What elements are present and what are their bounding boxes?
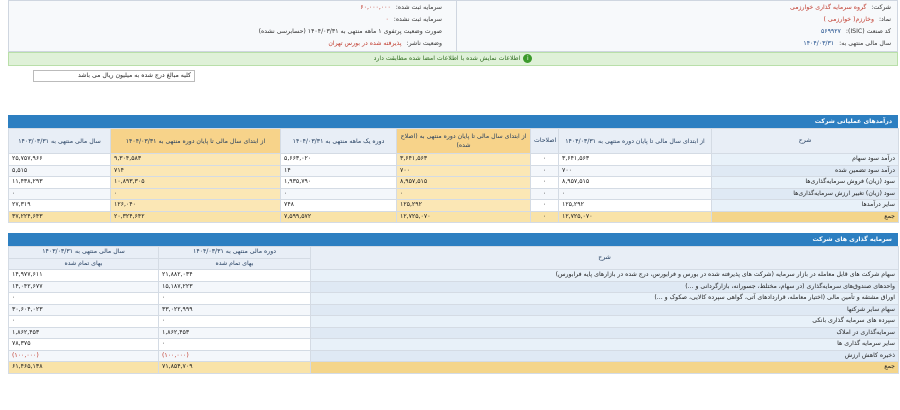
portfolio-label: صورت وضعیت پرتفوی ۱ ماهه منتهی به ۱۴۰۴/۰۳/۳۱ (حسابرسی نشده) (258, 28, 442, 35)
fiscal-row (803, 38, 891, 50)
description-cell: درآمد سود سهام (712, 154, 899, 166)
ytd-current-cell: ۹,۳۰۴,۵۸۳ (111, 154, 281, 166)
ytd-prev-cell: ۳,۶۴۱,۵۶۳ (559, 154, 712, 166)
col-one-month: دوره یک ماهه منتهی به ۱۴۰۴/۰۳/۳۱ (281, 129, 397, 154)
year-cost-cell: (۱۰۰,۰۰۰) (9, 350, 159, 362)
ytd-restated-cell: ۱۲۵,۲۹۲ (397, 200, 531, 212)
investment-row (9, 339, 899, 351)
description-cell: سهام شرکت های قابل معامله در بازار سرمایه (شرکت های پذیرفته شده در بورس و فرابورس، درج شده در بازارهای پایه فرابورس) (311, 270, 899, 282)
one-month-cell: ۱,۹۳۵,۷۹۰ (281, 177, 397, 189)
ytd-restated-cell: ۳,۶۴۱,۵۶۳ (397, 154, 531, 166)
company-value: گروه سرمایه گذاری خوارزمی (790, 4, 867, 11)
investment-row (9, 327, 899, 339)
unreg-capital-value: ۰ (385, 16, 389, 23)
one-month-cell: ۷۴۸ (281, 200, 397, 212)
operating-revenue-section (8, 115, 898, 223)
description-cell: سایر سرمایه گذاری ها (311, 339, 899, 351)
year-cost-cell: ۱,۸۶۲,۴۵۳ (9, 327, 159, 339)
description-cell: سپرده های سرمایه گذاری بانکی (311, 316, 899, 328)
reg-capital-row (360, 2, 442, 14)
description-cell: سهام سایر شرکتها (311, 304, 899, 316)
one-month-cell: ۰ (281, 188, 397, 200)
ops-row (9, 154, 899, 166)
period-cost-cell: (۱۰۰,۰۰۰) (159, 350, 311, 362)
investments-table (8, 246, 899, 374)
period-cost-cell: ۰ (159, 316, 311, 328)
publisher-label: وضعیت ناشر: (406, 40, 442, 47)
col-year-prev: سال مالی منتهی به ۱۴۰۳/۰۳/۳۱ (9, 129, 111, 154)
period-cost-cell: ۱,۸۶۲,۴۵۳ (159, 327, 311, 339)
period-cost-cell: ۲۱,۸۸۲,۰۳۴ (159, 270, 311, 282)
info-separator (456, 1, 457, 53)
description-cell: سود (زیان) فروش سرمایه‌گذاری‌ها (712, 177, 899, 189)
fiscal-label: سال مالی منتهی به: (839, 40, 891, 47)
col-inv-period-cost: بهای تمام شده (159, 258, 311, 270)
col-ytd-prev: از ابتدای سال مالی تا پایان دوره منتهی به ۱۴۰۴/۰۳/۳۱ (559, 129, 712, 154)
investment-row (9, 293, 899, 305)
description-cell: درآمد سود تضمین شده (712, 165, 899, 177)
description-cell: سایر درآمدها (712, 200, 899, 212)
year-cost-cell: ۰ (9, 316, 159, 328)
symbol-label: نماد: (878, 16, 891, 23)
ytd-prev-cell: ۱۲,۷۲۵,۰۷۰ (559, 211, 712, 223)
investment-row (9, 316, 899, 328)
year-cost-cell: ۶۱,۴۶۵,۱۳۸ (9, 362, 159, 374)
ytd-current-cell: ۷۱۴ (111, 165, 281, 177)
year-prev-cell: ۲۷,۳۱۹ (9, 200, 111, 212)
company-label: شرکت: (871, 4, 891, 11)
col-inv-year-cost: بهای تمام شده (9, 258, 159, 270)
year-cost-cell: ۰ (9, 293, 159, 305)
operating-revenue-table (8, 128, 899, 223)
ytd-current-cell: ۲۰,۳۲۴,۶۴۲ (111, 211, 281, 223)
description-cell: سرمایه‌گذاری در املاک (311, 327, 899, 339)
adjustment-cell: ۰ (531, 211, 559, 223)
ops-row (9, 188, 899, 200)
period-cost-cell: ۱۵,۱۸۷,۲۲۳ (159, 281, 311, 293)
col-ytd-current: از ابتدای سال مالی تا پایان دوره منتهی به ۱۴۰۴/۰۳/۳۱ (111, 129, 281, 154)
investment-row (9, 304, 899, 316)
description-cell: ذخیره کاهش ارزش (311, 350, 899, 362)
ytd-prev-cell: ۸,۹۵۷,۵۱۵ (559, 177, 712, 189)
period-cost-cell: ۰ (159, 339, 311, 351)
year-cost-cell: ۱۴,۹۷۷,۶۱۱ (9, 270, 159, 282)
ops-row (9, 211, 899, 223)
col-inv-year: سال مالی منتهی به ۱۴۰۳/۰۳/۳۱ (9, 247, 159, 259)
notice-text: اطلاعات نمایش شده با اطلاعات امضا شده مطابقت دارد (373, 55, 521, 62)
year-prev-cell: ۰ (9, 188, 111, 200)
fiscal-value: ۱۴۰۴/۰۳/۳۱ (803, 40, 835, 47)
description-cell: جمع (712, 211, 899, 223)
ytd-current-cell: ۱۰,۸۹۳,۳۰۵ (111, 177, 281, 189)
unreg-capital-label: سرمایه ثبت نشده: (393, 16, 442, 23)
ops-row (9, 177, 899, 189)
investment-row (9, 350, 899, 362)
reg-capital-value: ۶۰,۰۰۰,۰۰۰ (360, 4, 391, 11)
one-month-cell: ۵,۶۶۳,۰۲۰ (281, 154, 397, 166)
description-cell: اوراق مشتقه و تأمین مالی (اختیار معامله، قراردادهای آتی، گواهی سپرده کالایی، صکوک و ...) (311, 293, 899, 305)
ytd-prev-cell: ۰ (559, 188, 712, 200)
year-prev-cell: ۳۷,۲۲۴,۶۴۳ (9, 211, 111, 223)
ytd-prev-cell: ۷۰۰ (559, 165, 712, 177)
adjustment-cell: ۰ (531, 188, 559, 200)
company-info-panel (8, 0, 898, 52)
info-icon: i (523, 54, 532, 63)
investment-row (9, 362, 899, 374)
publisher-value: پذیرفته شده در بورس تهران (328, 40, 402, 47)
col-description: شرح (712, 129, 899, 154)
period-cost-cell: ۳۳,۰۲۲,۹۹۹ (159, 304, 311, 316)
ytd-current-cell: ۰ (111, 188, 281, 200)
signature-match-notice (8, 52, 898, 66)
col-adjustments: اصلاحات (531, 129, 559, 154)
investments-title: سرمایه گذاری های شرکت (8, 233, 898, 246)
isic-value: ۵۶۹۹۲۷ (820, 28, 841, 35)
reg-capital-label: سرمایه ثبت شده: (395, 4, 442, 11)
adjustment-cell: ۰ (531, 177, 559, 189)
isic-label: کد صنعت (ISIC): (845, 28, 891, 35)
year-prev-cell: ۲۵,۷۵۷,۹۶۶ (9, 154, 111, 166)
symbol-value: وخارزم( خوارزمی ) (823, 16, 874, 23)
unit-note-box: کلیه مبالغ درج شده به میلیون ریال می باشد (33, 70, 195, 82)
ytd-prev-cell: ۱۲۵,۲۹۲ (559, 200, 712, 212)
investments-section (8, 233, 898, 374)
ytd-restated-cell: ۷۰۰ (397, 165, 531, 177)
symbol-row (824, 14, 891, 26)
adjustment-cell: ۰ (531, 154, 559, 166)
publisher-row (328, 38, 442, 50)
ops-row (9, 165, 899, 177)
operating-revenue-title: درآمدهای عملیاتی شرکت (8, 115, 898, 128)
one-month-cell: ۷,۵۹۹,۵۷۲ (281, 211, 397, 223)
col-ytd-restated: از ابتدای سال مالی تا پایان دوره منتهی به (اصلاح شده) (397, 129, 531, 154)
year-prev-cell: ۵,۵۱۵ (9, 165, 111, 177)
isic-row (821, 26, 891, 38)
col-inv-description: شرح (311, 247, 899, 270)
ytd-current-cell: ۱۲۶,۰۴۰ (111, 200, 281, 212)
description-cell: جمع (311, 362, 899, 374)
year-cost-cell: ۷۸,۳۷۵ (9, 339, 159, 351)
ytd-restated-cell: ۱۲,۷۲۵,۰۷۰ (397, 211, 531, 223)
one-month-cell: ۱۴ (281, 165, 397, 177)
investment-row (9, 270, 899, 282)
company-row (790, 2, 891, 14)
period-cost-cell: ۷۱,۸۵۴,۷۰۹ (159, 362, 311, 374)
adjustment-cell: ۰ (531, 200, 559, 212)
ytd-restated-cell: ۸,۹۵۷,۵۱۵ (397, 177, 531, 189)
adjustment-cell: ۰ (531, 165, 559, 177)
description-cell: واحدهای صندوق‌های سرمایه‌گذاری (در سهام، مختلط، جسورانه، بازارگردانی و ...) (311, 281, 899, 293)
year-cost-cell: ۱۴,۰۴۲,۶۷۷ (9, 281, 159, 293)
ytd-restated-cell: ۰ (397, 188, 531, 200)
unreg-capital-row (385, 14, 442, 26)
investment-row (9, 281, 899, 293)
year-prev-cell: ۱۱,۴۳۸,۲۹۳ (9, 177, 111, 189)
year-cost-cell: ۳۰,۶۰۴,۰۲۳ (9, 304, 159, 316)
description-cell: سود (زیان) تغییر ارزش سرمایه‌گذاری‌ها (712, 188, 899, 200)
portfolio-row (259, 26, 442, 38)
col-inv-period: دوره مالی منتهی به ۱۴۰۴/۰۳/۳۱ (159, 247, 311, 259)
period-cost-cell: ۰ (159, 293, 311, 305)
ops-row (9, 200, 899, 212)
